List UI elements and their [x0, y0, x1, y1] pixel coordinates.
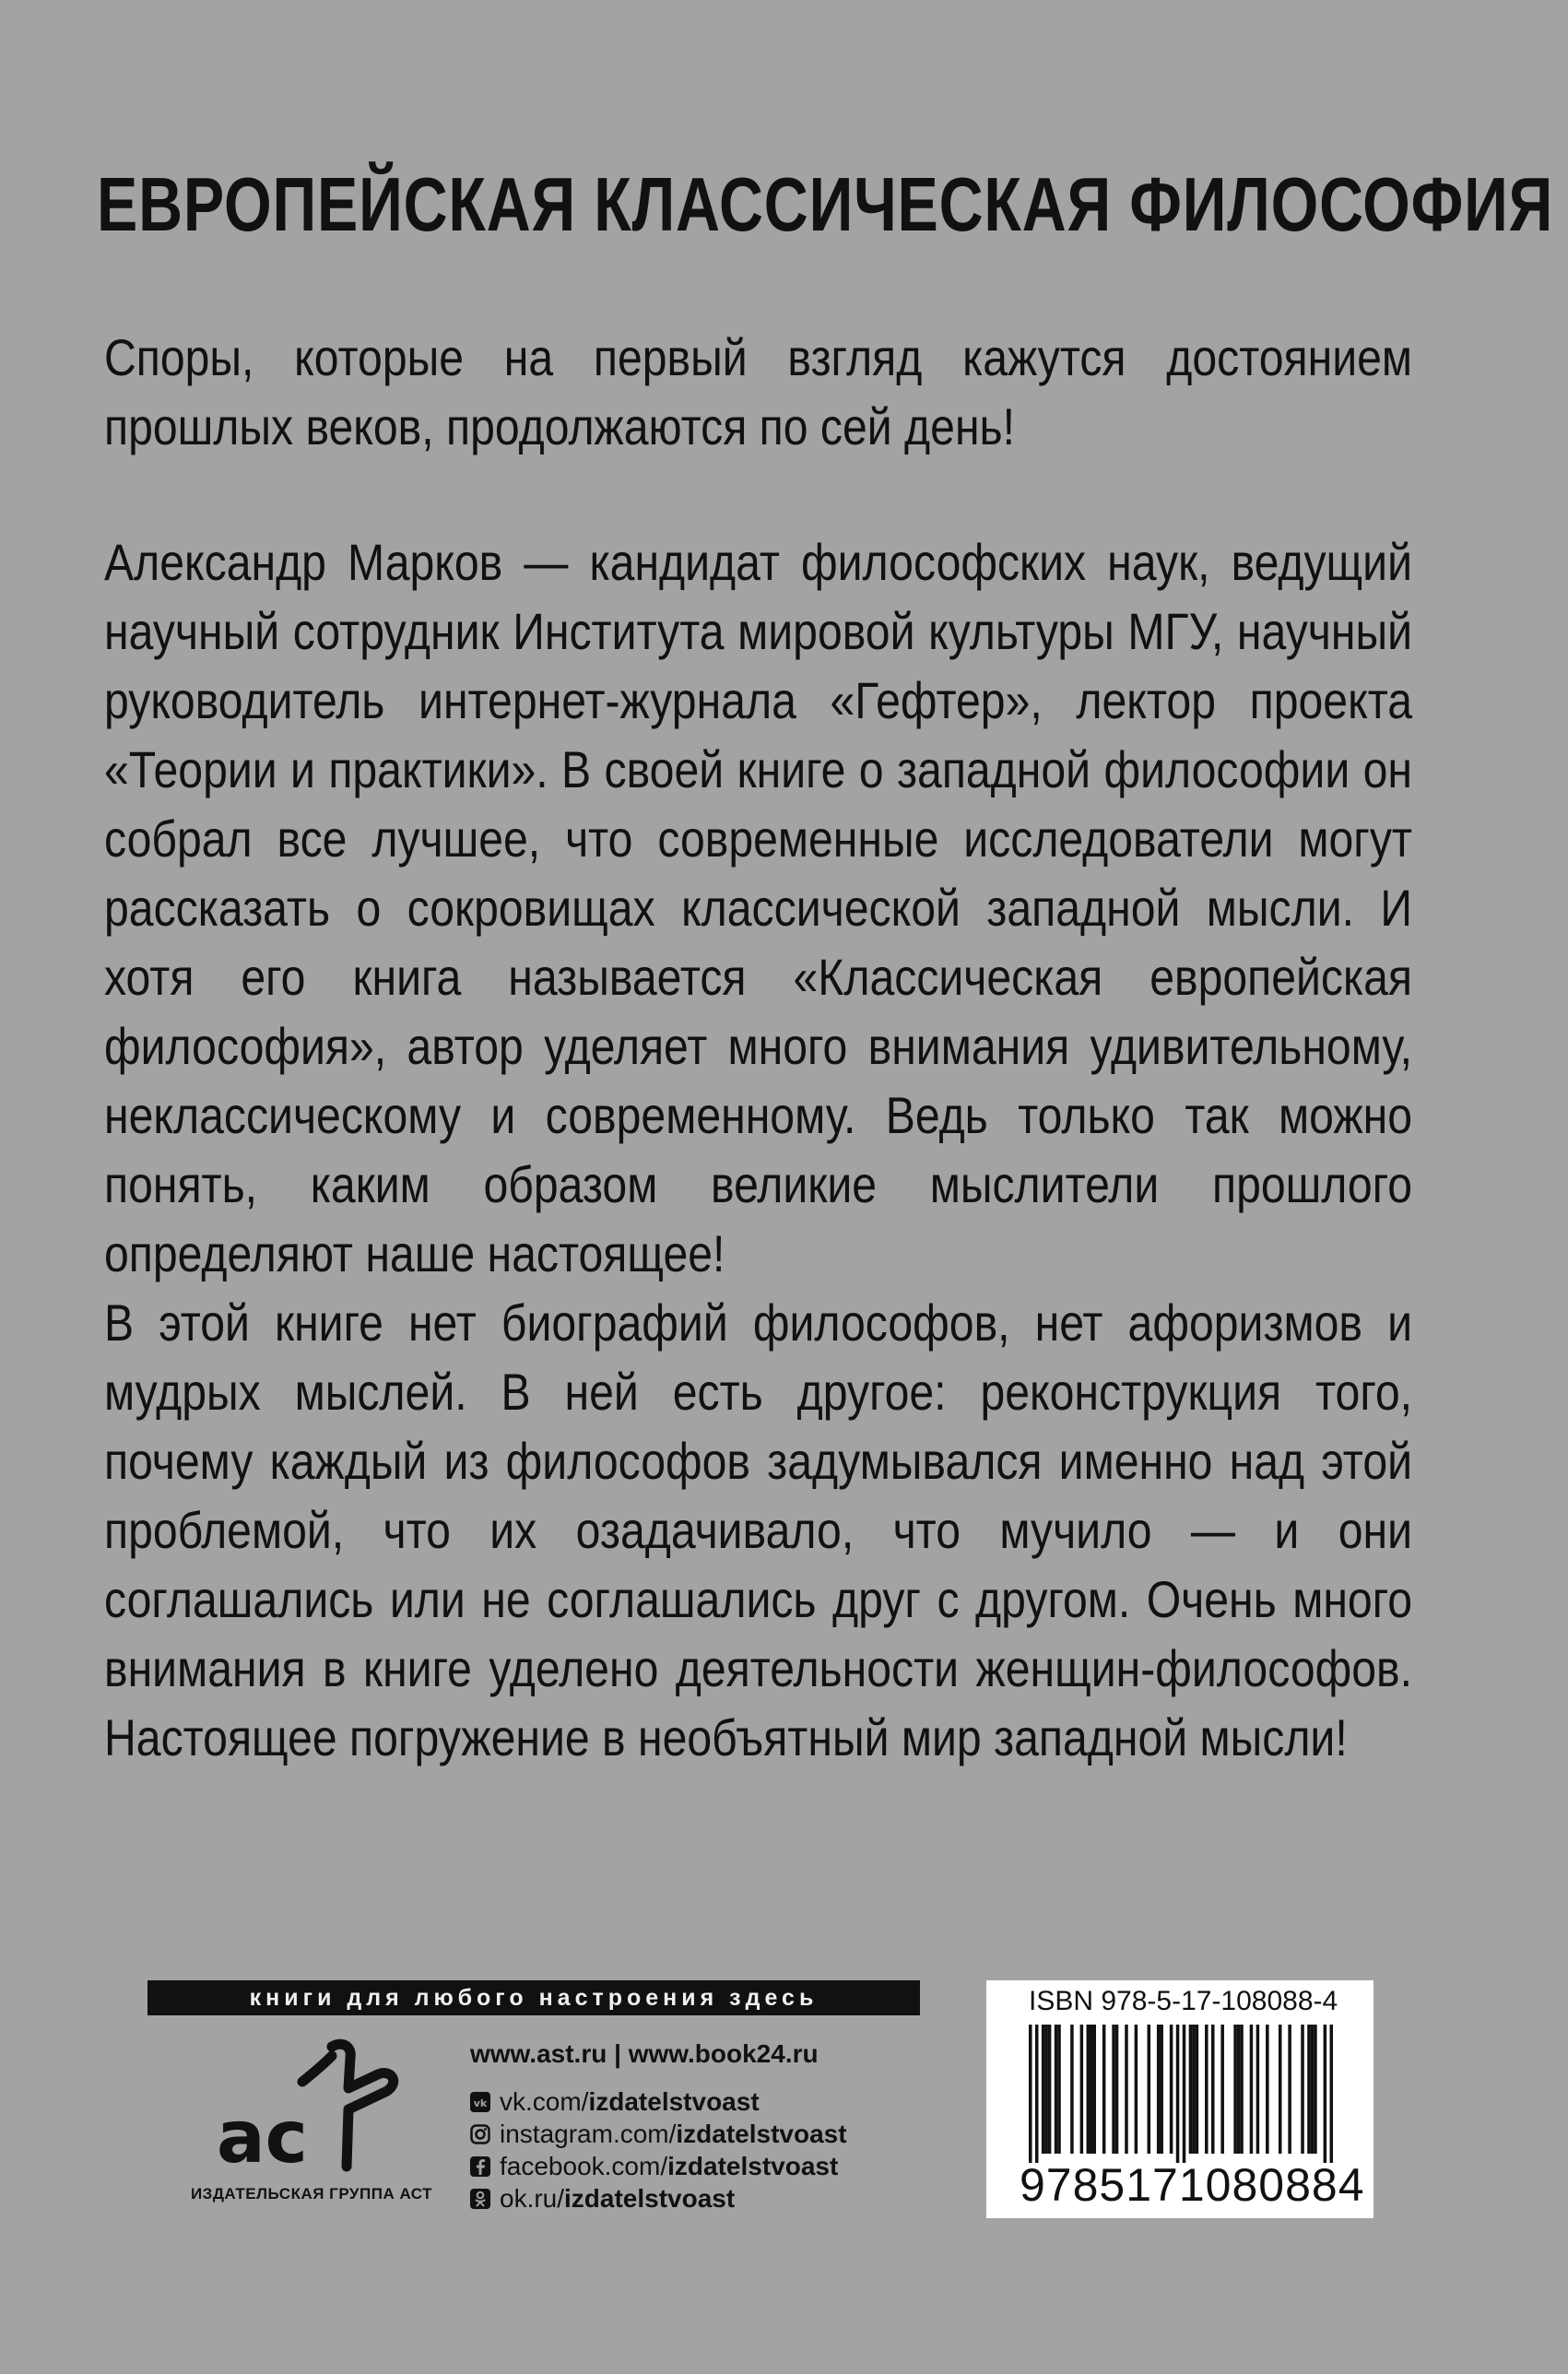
barcode-bar: [1070, 2025, 1074, 2154]
social-links-list: [470, 2085, 847, 2215]
barcode-bar: [1176, 2025, 1180, 2163]
barcode-bar: [1112, 2025, 1115, 2154]
barcode-bar: [1301, 2025, 1304, 2154]
social-handle: izdatelstvoast: [667, 2151, 839, 2180]
social-link-instagram[interactable]: [470, 2118, 847, 2150]
barcode-bar: [1035, 2025, 1039, 2163]
instagram-icon: [470, 2124, 490, 2144]
barcode-bar: [1314, 2025, 1317, 2154]
vk-icon: [470, 2092, 490, 2112]
svg-text:vk: vk: [473, 2096, 488, 2109]
barcode-bar: [1220, 2025, 1224, 2154]
barcode-bar: [1042, 2025, 1045, 2154]
barcode-bar: [1092, 2025, 1096, 2154]
barcode-bar: [1148, 2025, 1151, 2154]
facebook-icon: [470, 2156, 490, 2177]
barcode-bar: [1211, 2025, 1215, 2154]
barcode-bar: [1233, 2025, 1237, 2154]
isbn-barcode-box: [986, 1980, 1373, 2218]
barcode-bar: [1324, 2025, 1327, 2163]
author-paragraph: Александр Марков — кандидат философских наук, ведущий научный сотрудник Института мировой культуры МГУ, научный руководитель интернет-журнала «Гефтер», лектор проекта «Теории и практики». В своей книге о западной философии он собрал все лучшее, что современные исследователи могут рассказать о сокровищах классической западной мысли. И хотя его книга называется «Классическая европейская философия», автор уделяет много внимания удивительному, неклассическому и современному. Ведь только так можно понять, каким образом великие мыслители прошлого определяют наше настоящее!: [104, 533, 1412, 1282]
barcode-graphic: [1029, 2025, 1333, 2163]
barcode-bar: [1183, 2025, 1186, 2163]
barcode-bar: [1044, 2025, 1048, 2154]
isbn-label: ISBN 978-5-17-108088-4: [1029, 1986, 1338, 2016]
barcode-bar: [1237, 2025, 1241, 2154]
barcode-bar: [1266, 2025, 1269, 2154]
barcode-bar: [1205, 2025, 1208, 2154]
barcode-bar: [1087, 2025, 1091, 2154]
barcode-bar: [1279, 2025, 1282, 2154]
barcode-bar: [1080, 2025, 1084, 2154]
barcode-bar: [1057, 2025, 1061, 2154]
social-handle: izdatelstvoast: [676, 2119, 847, 2148]
odnoklassniki-icon: [470, 2189, 490, 2209]
social-prefix: vk.com/: [500, 2086, 589, 2116]
ast-logo-icon: [194, 2037, 424, 2176]
barcode-bar: [1330, 2025, 1333, 2163]
social-link-vk[interactable]: [470, 2085, 847, 2118]
barcode-bar: [1288, 2025, 1291, 2154]
barcode-bar: [1256, 2025, 1260, 2154]
barcode-bar: [1311, 2025, 1315, 2154]
social-link-ok[interactable]: [470, 2182, 847, 2215]
barcode-bar: [1102, 2025, 1106, 2154]
intro-paragraph: Споры, которые на первый взгляд кажутся достоянием прошлых веков, продолжаются по сей день!: [104, 328, 1412, 455]
book-title: ЕВРОПЕЙСКАЯ КЛАССИЧЕСКАЯ ФИЛОСОФИЯ: [97, 161, 1554, 247]
barcode-bar: [1055, 2025, 1058, 2154]
barcode-bar: [1160, 2025, 1163, 2154]
content-paragraph: В этой книге нет биографий философов, нет афоризмов и мудрых мыслей. В ней есть другое: реконструкция того, почему каждый из философов задумывался именно над этой проблемой, что их озадачивало, что мучило — и они соглашались или не соглашались друг с другом. Очень много внимания в книге уделено деятельности женщин-философов. Настоящее погружение в необъятный мир западной мысли!: [104, 1293, 1412, 1766]
social-handle: izdatelstvoast: [564, 2183, 736, 2213]
social-handle: izdatelstvoast: [588, 2086, 760, 2116]
barcode-bar: [1307, 2025, 1311, 2154]
websites-line[interactable]: www.ast.ru | www.book24.ru: [470, 2039, 819, 2068]
barcode-bar: [1135, 2025, 1138, 2154]
svg-text:ac: ac: [217, 2096, 308, 2176]
barcode-bar: [1157, 2025, 1161, 2154]
barcode-bar: [1170, 2025, 1173, 2154]
barcode-bar: [1250, 2025, 1254, 2154]
social-prefix: instagram.com/: [500, 2119, 677, 2148]
publisher-name: ИЗДАТЕЛЬСКАЯ ГРУППА АСТ: [190, 2185, 433, 2203]
barcode-bar: [1196, 2025, 1199, 2154]
social-link-facebook[interactable]: [470, 2150, 847, 2182]
barcode-digits: 9785171080884: [1020, 2159, 1365, 2211]
barcode-bar: [1240, 2025, 1244, 2154]
barcode-bar: [1192, 2025, 1196, 2154]
barcode-bar: [1189, 2025, 1193, 2154]
barcode-bar: [1115, 2025, 1119, 2154]
tagline-banner: книги для любого настроения здесь: [147, 1980, 920, 2015]
social-prefix: facebook.com/: [500, 2151, 668, 2180]
barcode-bar: [1048, 2025, 1052, 2154]
social-prefix: ok.ru/: [500, 2183, 565, 2213]
barcode-bar: [1090, 2025, 1093, 2154]
barcode-bar: [1029, 2025, 1032, 2163]
barcode-bar: [1125, 2025, 1128, 2154]
